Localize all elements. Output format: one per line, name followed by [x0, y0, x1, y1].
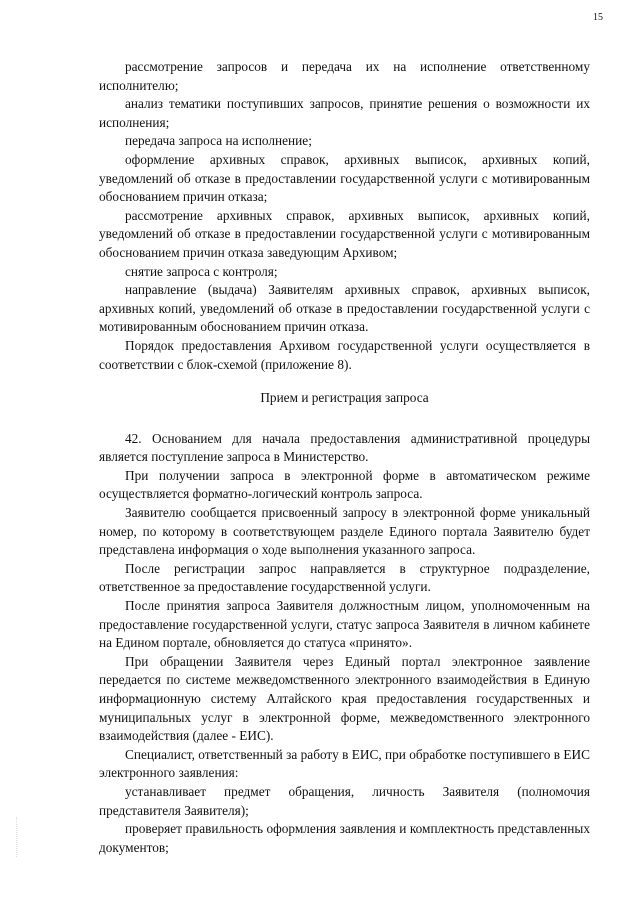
- paragraph: 42. Основанием для начала предоставления административной процедуры является поступление запроса в Министерство.: [99, 430, 590, 465]
- paragraph: Специалист, ответственный за работу в ЕИС, при обработке поступившего в ЕИС электронного заявления:: [99, 746, 590, 781]
- page-number: 15: [593, 12, 603, 23]
- paragraph: передача запроса на исполнение;: [125, 133, 312, 149]
- paragraph: рассмотрение архивных справок, архивных выписок, архивных копий, уведомлений об отказе в предоставлении государственной услуги с мотивированным обоснованием причин отказа заведующим Архивом;: [99, 207, 590, 260]
- paragraph: После принятия запроса Заявителя должностным лицом, уполномоченным на предоставление государственной услуги, статус запроса Заявителя в личном кабинете на Едином портале, обновляется до статуса «принято».: [99, 598, 590, 651]
- paragraph: анализ тематики поступивших запросов, принятие решения о возможности их исполнения;: [99, 96, 590, 130]
- scan-artifact: [16, 817, 20, 857]
- paragraph: При обращении Заявителя через Единый портал электронное заявление передается по системе межведомственного электронного взаимодействия в Единую информационную систему Алтайского края предоставления государственных и муниципальных услуг в электронной форме, межведомственного электронного взаимодействия (далее - ЕИС).: [99, 653, 590, 744]
- paragraph: проверяет правильность оформления заявления и комплектность представленных документов;: [99, 821, 590, 855]
- paragraph: рассмотрение запросов и передача их на исполнение ответственному исполнителю;: [99, 59, 590, 93]
- paragraph: Заявителю сообщается присвоенный запросу в электронной форме уникальный номер, по которому в соответствующем разделе Единого портала Заявителю будет представлена информация о ходе выполнения указанного запроса.: [99, 505, 590, 558]
- paragraph: оформление архивных справок, архивных выписок, архивных копий, уведомлений об отказе в предоставлении государственной услуги с мотивированным обоснованием причин отказа;: [99, 151, 590, 205]
- paragraph: снятие запроса с контроля;: [125, 263, 278, 279]
- paragraph: направление (выдача) Заявителям архивных справок, архивных выписок, архивных копий, уведомлений об отказе в предоставлении государственной услуги с мотивированным обоснованием причин отказа.: [99, 282, 590, 335]
- paragraph: устанавливает предмет обращения, личность Заявителя (полномочия представителя Заявителя);: [99, 783, 590, 818]
- paragraph: После регистрации запрос направляется в структурное подразделение, ответственное за предоставление государственной услуги.: [99, 560, 590, 595]
- paragraph: При получении запроса в электронной форме в автоматическом режиме осуществляется форматно-логический контроль запроса.: [99, 467, 590, 502]
- section-heading: Прием и регистрация запроса: [260, 390, 429, 406]
- document-body: [99, 58, 590, 857]
- paragraph: Порядок предоставления Архивом государственной услуги осуществляется в соответствии с блок-схемой (приложение 8).: [99, 337, 590, 372]
